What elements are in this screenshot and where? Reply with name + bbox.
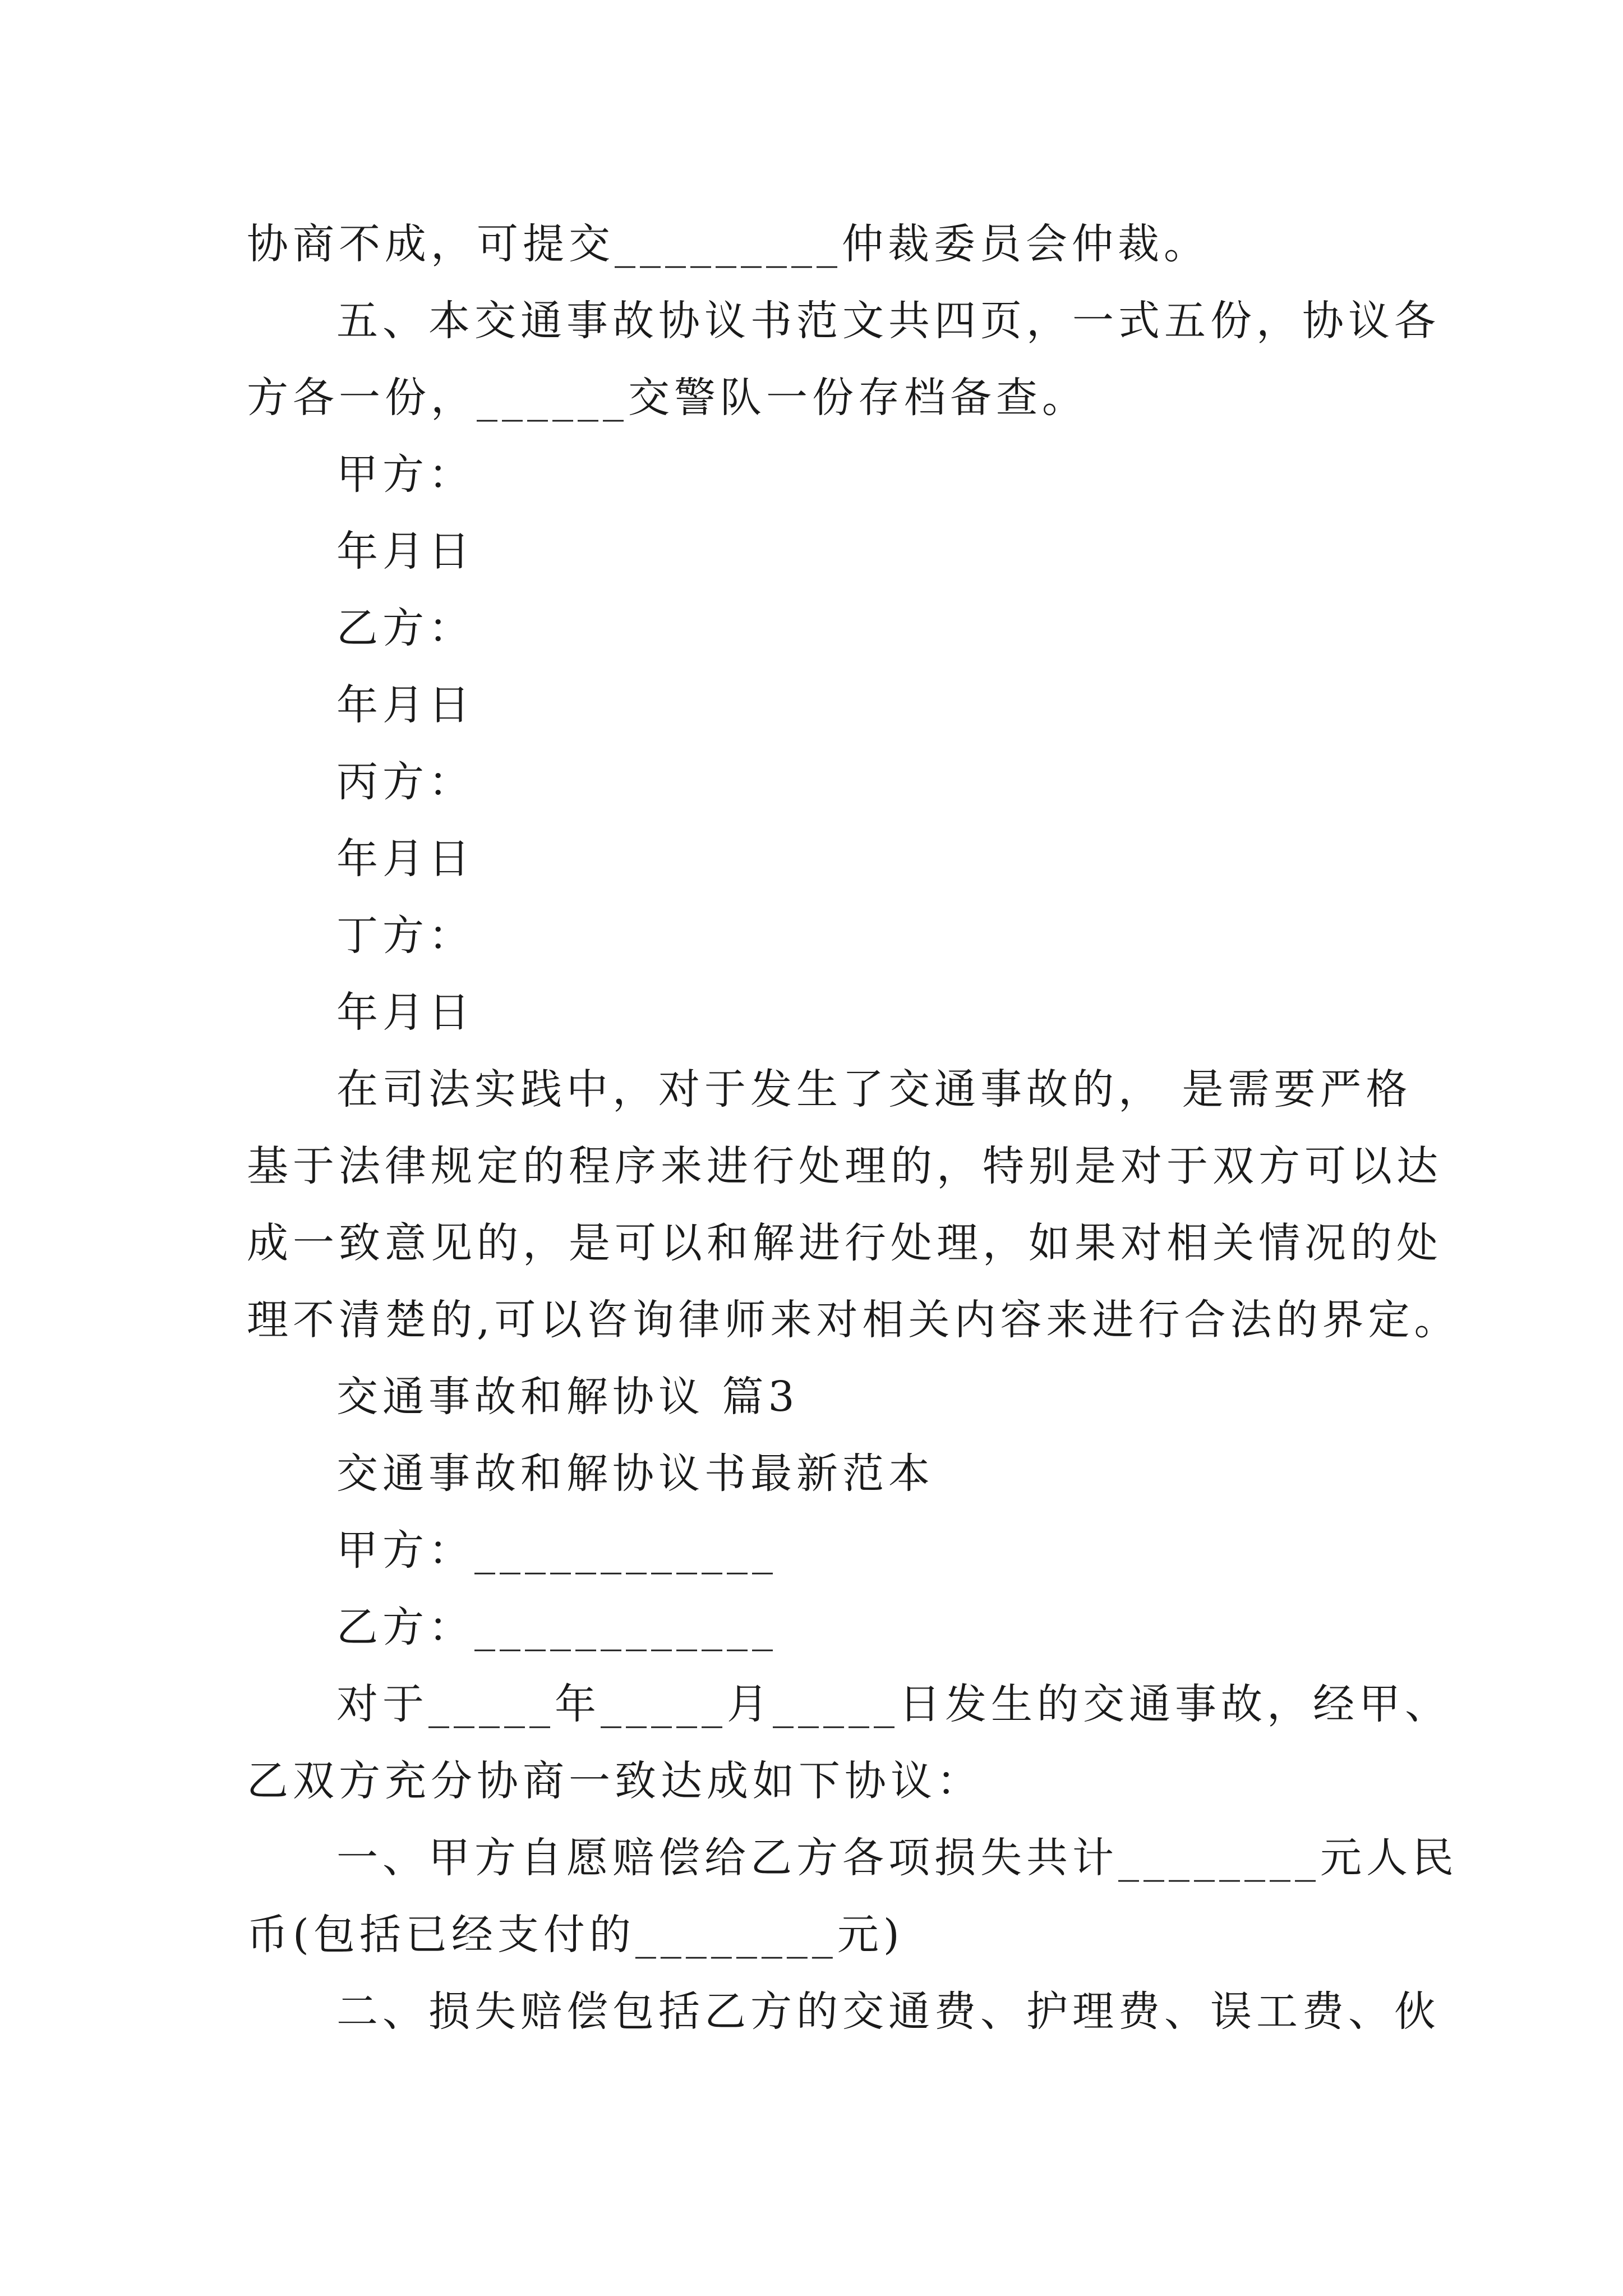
paragraph-line: 五、本交通事故协议书范文共四页，一式五份，协议各 xyxy=(336,297,1440,345)
paragraph-line: 成一致意见的，是可以和解进行处理，如果对相关情况的处 xyxy=(247,1219,1442,1267)
paragraph-line: 币(包括已经支付的________元) xyxy=(247,1911,904,1959)
signature-label: 甲方： xyxy=(336,450,474,499)
paragraph-line: 理不清楚的,可以咨询律师来对相关内容来进行合法的界定。 xyxy=(247,1296,1460,1344)
date-label: 年月日 xyxy=(336,835,474,883)
date-label: 年月日 xyxy=(336,681,474,729)
party-field: 甲方：____________ xyxy=(336,1526,777,1575)
date-label: 年月日 xyxy=(336,988,474,1037)
paragraph-line: 二、损失赔偿包括乙方的交通费、护理费、误工费、伙 xyxy=(336,1987,1440,2036)
party-field: 乙方：____________ xyxy=(336,1603,777,1651)
section-heading: 交通事故和解协议 篇3 xyxy=(336,1373,799,1421)
paragraph-line: 乙双方充分协商一致达成如下协议： xyxy=(247,1757,983,1805)
paragraph-line: 协商不成，可提交_________仲裁委员会仲裁。 xyxy=(247,220,1210,268)
document-title: 交通事故和解协议书最新范本 xyxy=(336,1450,934,1498)
paragraph-line: 一、甲方自愿赔偿给乙方各项损失共计________元人民 xyxy=(336,1834,1458,1882)
paragraph-line: 对于_____年_____月_____日发生的交通事故，经甲、 xyxy=(336,1680,1451,1728)
signature-label: 乙方： xyxy=(336,604,474,652)
signature-label: 丙方： xyxy=(336,758,474,806)
date-label: 年月日 xyxy=(336,527,474,576)
paragraph-line: 方各一份，______交警队一份存档备查。 xyxy=(247,374,1088,422)
signature-label: 丁方： xyxy=(336,912,474,960)
paragraph-line: 在司法实践中，对于发生了交通事故的， 是需要严格 xyxy=(336,1065,1412,1114)
paragraph-line: 基于法律规定的程序来进行处理的，特别是对于双方可以达 xyxy=(247,1142,1442,1190)
